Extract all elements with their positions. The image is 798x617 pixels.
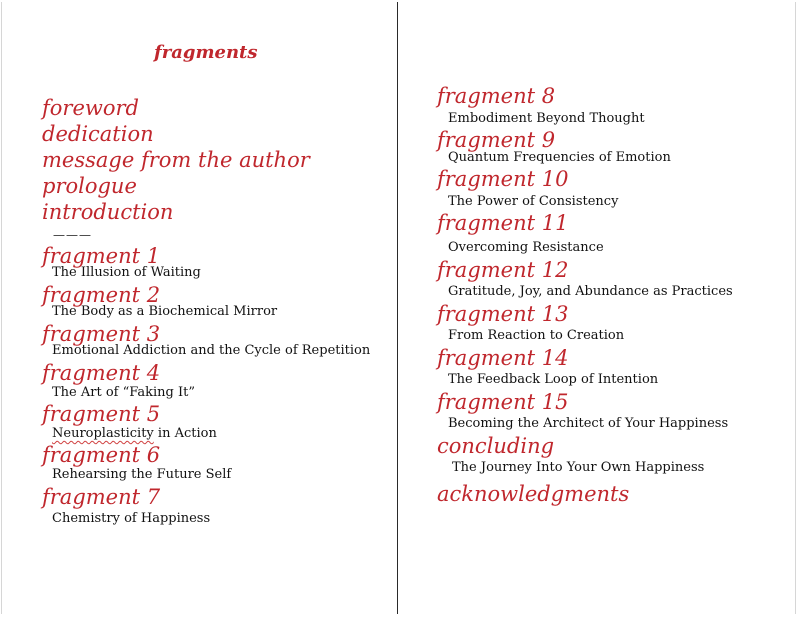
toc-fragment-13[interactable]: fragment 13 bbox=[437, 302, 569, 326]
toc-message-from-author[interactable]: message from the author bbox=[42, 148, 310, 172]
toc-fragment-14[interactable]: fragment 14 bbox=[437, 346, 569, 370]
toc-acknowledgments[interactable]: acknowledgments bbox=[437, 482, 630, 506]
toc-fragment-9[interactable]: fragment 9 bbox=[437, 128, 556, 152]
toc-fragment-12-subtitle: Gratitude, Joy, and Abundance as Practices bbox=[448, 284, 733, 299]
toc-fragment-11[interactable]: fragment 11 bbox=[437, 211, 569, 235]
toc-dedication[interactable]: dedication bbox=[42, 122, 154, 146]
toc-prologue[interactable]: prologue bbox=[42, 174, 137, 198]
toc-fragment-11-subtitle: Overcoming Resistance bbox=[448, 240, 604, 255]
toc-fragment-3-subtitle: Emotional Addiction and the Cycle of Repetition bbox=[52, 343, 371, 358]
section-separator: ——— bbox=[53, 228, 92, 242]
toc-fragment-13-subtitle: From Reaction to Creation bbox=[448, 328, 625, 343]
toc-fragment-5[interactable]: fragment 5 bbox=[42, 402, 161, 426]
toc-fragment-5-subtitle bbox=[52, 426, 217, 442]
toc-fragment-6[interactable]: fragment 6 bbox=[42, 443, 161, 467]
toc-fragment-7-subtitle: Chemistry of Happiness bbox=[52, 511, 211, 526]
toc-fragment-1-subtitle: The Illusion of Waiting bbox=[52, 265, 201, 280]
toc-fragment-2[interactable]: fragment 2 bbox=[42, 283, 161, 307]
toc-fragment-7[interactable]: fragment 7 bbox=[42, 485, 161, 509]
toc-fragment-12[interactable]: fragment 12 bbox=[437, 258, 569, 282]
contents-title: fragments bbox=[154, 42, 258, 63]
toc-concluding-subtitle: The Journey Into Your Own Happiness bbox=[452, 460, 705, 475]
toc-fragment-9-subtitle: Quantum Frequencies of Emotion bbox=[448, 150, 671, 165]
toc-fragment-15-subtitle: Becoming the Architect of Your Happiness bbox=[448, 416, 729, 431]
toc-fragment-6-subtitle: Rehearsing the Future Self bbox=[52, 467, 232, 482]
toc-fragment-10[interactable]: fragment 10 bbox=[437, 167, 569, 191]
toc-fragment-10-subtitle: The Power of Consistency bbox=[448, 194, 619, 209]
toc-concluding[interactable]: concluding bbox=[437, 434, 555, 458]
toc-fragment-4[interactable]: fragment 4 bbox=[42, 361, 161, 385]
subtitle-remainder: in Action bbox=[153, 426, 217, 441]
toc-fragment-14-subtitle: The Feedback Loop of Intention bbox=[448, 372, 659, 387]
toc-introduction[interactable]: introduction bbox=[42, 200, 174, 224]
toc-fragment-1[interactable]: fragment 1 bbox=[42, 244, 161, 268]
toc-fragment-8[interactable]: fragment 8 bbox=[437, 84, 556, 108]
toc-fragment-15[interactable]: fragment 15 bbox=[437, 390, 569, 414]
toc-fragment-8-subtitle: Embodiment Beyond Thought bbox=[448, 111, 645, 126]
spellcheck-word[interactable]: Neuroplasticity bbox=[52, 426, 154, 441]
toc-fragment-4-subtitle: The Art of “Faking It” bbox=[52, 385, 195, 400]
page-divider bbox=[397, 2, 398, 614]
toc-fragment-2-subtitle: The Body as a Biochemical Mirror bbox=[52, 304, 278, 319]
toc-foreword[interactable]: foreword bbox=[42, 96, 139, 120]
toc-fragment-3[interactable]: fragment 3 bbox=[42, 322, 161, 346]
